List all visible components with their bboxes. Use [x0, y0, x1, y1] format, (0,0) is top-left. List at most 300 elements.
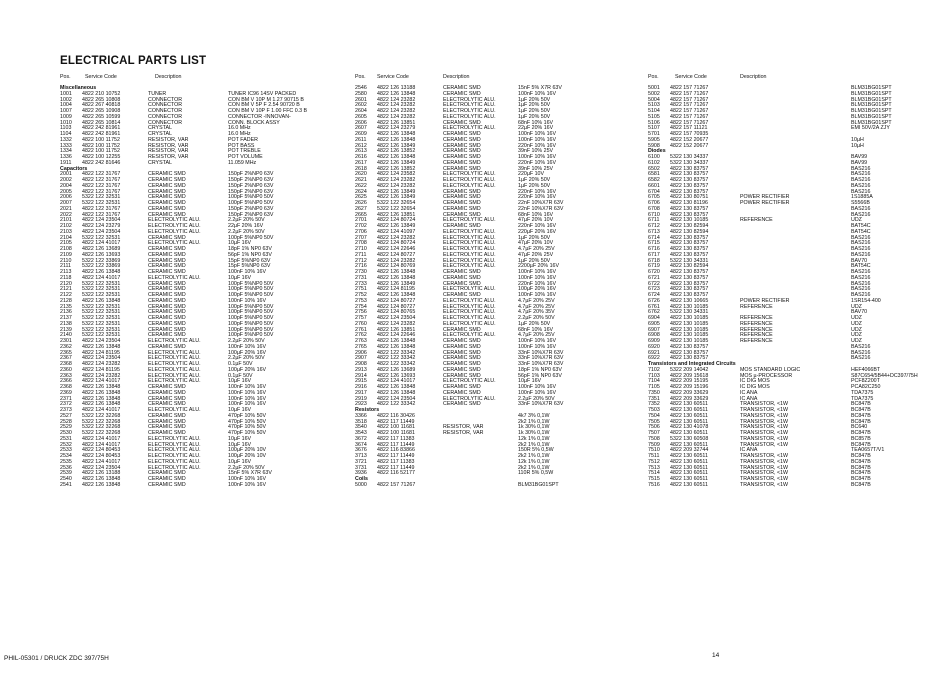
position: 2368 [60, 361, 72, 367]
position: 5104 [648, 108, 660, 114]
service-code: 4822 122 31767 [82, 188, 121, 195]
value: 100nF 10% 16V [228, 395, 266, 402]
description: TRANSISTOR, <1W [740, 470, 789, 477]
description: CERAMIC SMD [443, 119, 481, 126]
description: CERAMIC SMD [148, 234, 186, 241]
value: TEA0657T/V1 [851, 447, 885, 454]
position: 6502 [648, 165, 660, 172]
position: 2702 [355, 223, 367, 229]
value: TDA7375 [851, 389, 874, 396]
position: 1007 [60, 108, 72, 114]
service-code: 5322 122 32531 [82, 286, 121, 293]
position: 2121 [60, 286, 72, 293]
value: BAT54C [851, 223, 871, 229]
position: 2613 [355, 148, 367, 155]
position: 2005 [60, 188, 72, 195]
description: CERAMIC SMD [148, 211, 186, 218]
description: ELECTROLYTIC ALU. [443, 171, 496, 178]
description: CERAMIC SMD [443, 326, 481, 333]
position: 6905 [648, 320, 660, 327]
value: 220nF 10% 16V [518, 188, 556, 195]
position: 2620 [355, 171, 367, 178]
value: 12k 1% 0,1W [518, 458, 550, 465]
description: TRANSISTOR, <1W [740, 481, 789, 488]
value: 47µF 20% 10V [518, 240, 554, 247]
service-code: 4822 124 23282 [82, 361, 121, 367]
value: 18pF 1% NP0 63V [228, 246, 272, 252]
service-code: 4822 157 71267 [377, 481, 416, 488]
position: 2756 [355, 309, 367, 316]
service-code: 4822 126 13848 [82, 481, 121, 488]
service-code: 4822 130 10185 [670, 332, 709, 339]
position: 2530 [60, 430, 72, 436]
description: CERAMIC SMD [443, 188, 481, 195]
position: 6714 [648, 234, 660, 241]
position: 2528 [60, 418, 72, 425]
position: 2527 [60, 412, 72, 419]
position: 2546 [355, 85, 367, 91]
position: 6601 [648, 182, 660, 189]
description: ELECTROLYTIC ALU. [443, 378, 496, 385]
value: 220µF 20% 16V [518, 228, 557, 235]
value: 2.2µF 20% 50V [228, 228, 265, 235]
service-code: 4822 124 80724 [377, 240, 416, 247]
position: 2616 [355, 154, 367, 160]
value: 10µF 16V [228, 441, 252, 448]
value: 220nF 10% 16V [518, 194, 556, 201]
service-code: 4822 126 13851 [377, 119, 416, 126]
position: 7351 [648, 395, 660, 402]
position: 2529 [60, 424, 72, 431]
position: 2371 [60, 395, 72, 402]
value: BC847B [851, 458, 871, 465]
position: 7104 [648, 378, 660, 385]
value: 12k 1% 0,1W [518, 435, 550, 442]
value: BLM31BG01SPT [851, 108, 892, 114]
position: 1001 [60, 90, 72, 97]
description: TRANSISTOR, <1W [740, 401, 789, 408]
value: BLM31BG01SPT [518, 481, 559, 488]
description: CERAMIC SMD [148, 476, 186, 482]
value: 2k2 1% 0,1W [518, 453, 550, 459]
value: 16.0 MHz [228, 131, 251, 137]
position: 2707 [355, 234, 367, 241]
description: ELECTROLYTIC ALU. [148, 349, 201, 356]
service-code: 5322 122 32531 [82, 315, 121, 321]
description: ELECTROLYTIC ALU. [443, 246, 496, 252]
service-code: 4822 126 13188 [377, 85, 416, 91]
service-code: 4822 130 83757 [670, 205, 709, 212]
description: CERAMIC SMD [148, 269, 186, 275]
description: ELECTROLYTIC ALU. [443, 217, 496, 224]
header-service: Service Code [85, 74, 117, 80]
description: ELECTROLYTIC ALU. [443, 303, 496, 310]
position: 2706 [355, 228, 367, 235]
service-code: 4822 124 41017 [377, 378, 416, 385]
position: 5004 [648, 96, 660, 103]
service-code: 4822 122 33342 [377, 349, 416, 356]
value: BAS216 [851, 211, 871, 218]
service-code: 4822 126 13849 [377, 142, 416, 149]
value: CON BM V 10P M 1.27 90715 B [228, 96, 304, 103]
value: 0.1µF 50V [228, 361, 253, 367]
description: CERAMIC SMD [443, 131, 481, 137]
value: BAS216 [851, 188, 871, 195]
position: 2919 [355, 395, 367, 402]
value: 1µF 20% 50V [518, 113, 551, 120]
position: 2760 [355, 320, 367, 327]
service-code: 4822 130 60511 [670, 412, 708, 419]
value: 470pF 10% 50V [228, 418, 266, 425]
description: CERAMIC SMD [148, 263, 186, 270]
service-code: 4822 130 10185 [670, 320, 709, 327]
service-code: 4822 122 31767 [82, 171, 121, 178]
position: 7506 [648, 424, 660, 431]
description: REFERENCE [740, 303, 773, 310]
position: 2712 [355, 257, 367, 264]
service-code: 4822 152 20677 [670, 136, 709, 143]
value: 10µF 16V [518, 378, 542, 385]
description: CERAMIC SMD [443, 401, 481, 408]
description: REFERENCE [740, 217, 773, 224]
position: 2622 [355, 182, 367, 189]
value: 100µF 20% 16V [228, 349, 267, 356]
service-code: 4822 117 11449 [377, 441, 415, 448]
value: 100pF 5%NP0 50V [228, 326, 274, 333]
value: 220nF 10% 16V [518, 223, 556, 229]
value: 15nF 5% X7R 63V [518, 85, 562, 91]
value: BAS216 [851, 269, 871, 275]
service-code: 4822 130 82594 [670, 223, 709, 229]
description: ELECTROLYTIC ALU. [443, 113, 496, 120]
value: PCA82C250 [851, 384, 881, 390]
description: RESISTOR, VAR [148, 142, 189, 149]
service-code: 4822 130 83757 [670, 240, 709, 247]
service-code: 4822 126 13848 [377, 90, 416, 97]
value: BAS216 [851, 274, 871, 281]
description: TRANSISTOR, <1W [740, 430, 789, 436]
position: 5908 [648, 142, 660, 149]
value: BAS216 [851, 349, 871, 356]
description: CERAMIC SMD [148, 326, 186, 333]
value: 1S1885A [851, 194, 873, 201]
position: 5002 [648, 90, 660, 97]
position: 1333 [60, 142, 72, 149]
value: BAS216 [851, 182, 871, 189]
value: BC857B [851, 435, 871, 442]
description: MOS µ-PROCESSOR [740, 372, 793, 379]
description: CRYSTAL [148, 125, 172, 132]
service-code: 4822 126 13188 [82, 470, 121, 477]
position: 3731 [355, 464, 367, 471]
service-code: 4822 126 13848 [377, 343, 416, 350]
value: 100µF 20% 16V [518, 286, 557, 293]
position: 7105 [648, 384, 660, 390]
value: 10µH [851, 136, 864, 143]
position: 6100 [648, 154, 660, 160]
description: TRANSISTOR, <1W [740, 435, 789, 442]
service-code: 4822 126 13693 [82, 251, 121, 258]
description: CONNECTOR [148, 102, 183, 109]
value: 220nF 10% 16V [518, 159, 556, 166]
position: 6708 [648, 205, 660, 212]
position: 2135 [60, 303, 72, 310]
value: 100pF 5%NP0 50V [228, 194, 274, 201]
value: 100nF 10% 16V [518, 90, 556, 97]
service-code: 4822 126 13848 [377, 338, 416, 344]
value: BAS216 [851, 343, 871, 350]
service-code: 4822 130 60511 [670, 441, 708, 448]
description: ELECTROLYTIC ALU. [148, 372, 201, 379]
description: TRANSISTOR, <1W [740, 441, 789, 448]
header-desc: Description [740, 74, 767, 80]
position: 2916 [355, 384, 367, 390]
service-code: 4822 130 60511 [670, 476, 708, 482]
service-code: 5322 122 32268 [82, 412, 121, 419]
value: BAV99 [851, 159, 868, 166]
description: CERAMIC SMD [443, 338, 481, 344]
service-code: 4822 124 23504 [82, 217, 121, 224]
position: 6721 [648, 274, 660, 281]
position: 6710 [648, 211, 660, 218]
value: 33nF 10%X7R 63V [518, 355, 564, 362]
position: 2104 [60, 234, 72, 241]
description: IC ANA [740, 447, 758, 454]
value: 4.7µF 20% 25V [518, 303, 555, 310]
position: 2535 [60, 458, 72, 465]
service-code: 5322 122 32531 [82, 309, 121, 316]
service-code: 4822 130 82594 [670, 263, 709, 270]
service-code: 4822 126 13852 [377, 148, 416, 155]
value: BC847B [851, 470, 871, 477]
description: ELECTROLYTIC ALU. [148, 274, 201, 281]
value: UDZ [851, 332, 862, 339]
service-code: 4822 126 13689 [377, 366, 416, 373]
value: BAV70 [851, 309, 868, 316]
description: IC DIG MOS [740, 378, 770, 385]
position: 2532 [60, 441, 72, 448]
position: 2733 [355, 280, 367, 287]
value: 100pF 5%NP0 50V [228, 234, 274, 241]
value: 100nF 10% 16V [518, 389, 556, 396]
position: 2751 [355, 286, 367, 293]
service-code: 4822 124 23282 [377, 234, 416, 241]
position: 5105 [648, 113, 660, 120]
position: 1911 [60, 159, 72, 166]
value: BLM31BG01SPT [851, 113, 892, 120]
position: 5107 [648, 125, 660, 132]
service-code: 5322 122 32531 [82, 326, 121, 333]
service-code: 4822 124 41097 [377, 228, 416, 235]
service-code: 4822 130 83757 [670, 182, 709, 189]
value: 100pF 5%NP0 50V [228, 332, 274, 339]
value: BC847B [851, 430, 871, 436]
value: 2k2 1% 0,1W [518, 464, 550, 471]
value: 220nF 10% 16V [518, 280, 556, 287]
description: ELECTROLYTIC ALU. [443, 315, 496, 321]
position: 6102 [648, 159, 660, 166]
value: BC847B [851, 476, 871, 482]
value: POT BASS [228, 142, 255, 149]
service-code: 4822 126 13848 [377, 154, 416, 160]
service-code: 4822 126 13848 [377, 131, 416, 137]
value: BC847B [851, 418, 871, 425]
service-code: 4822 130 10185 [670, 303, 709, 310]
position: 2580 [355, 90, 367, 97]
position: 2108 [60, 246, 72, 252]
description: CERAMIC SMD [148, 481, 186, 488]
position: 7508 [648, 435, 660, 442]
position: 2369 [60, 389, 72, 396]
position: 2701 [355, 217, 367, 224]
service-code: 4822 265 10814 [82, 119, 121, 126]
description: ELECTROLYTIC ALU. [443, 332, 496, 339]
description: ELECTROLYTIC ALU. [443, 96, 496, 103]
position: 2006 [60, 194, 72, 201]
position: 7103 [648, 372, 660, 379]
service-code: 5322 122 32268 [82, 424, 121, 431]
value: 1SR154-400 [851, 297, 881, 304]
service-code: 4822 124 23282 [377, 102, 416, 109]
description: CERAMIC SMD [148, 401, 186, 408]
description: CERAMIC SMD [443, 343, 481, 350]
description: CONNECTOR [148, 108, 183, 114]
service-code: 4822 130 10185 [670, 315, 709, 321]
description: CRYSTAL [148, 131, 172, 137]
description: CERAMIC SMD [443, 389, 481, 396]
description: CERAMIC SMD [148, 286, 186, 293]
service-code: 4822 124 41017 [82, 458, 121, 465]
description: CERAMIC SMD [148, 292, 186, 298]
description: POWER RECTIFIER [740, 297, 790, 304]
description: CERAMIC SMD [443, 200, 481, 206]
service-code: 4822 130 81196 [670, 200, 708, 206]
position: 2605 [355, 113, 367, 120]
position: 2373 [60, 407, 72, 413]
value: BLM31BG01SPT [851, 90, 892, 97]
position: 2609 [355, 131, 367, 137]
description: CERAMIC SMD [148, 194, 186, 201]
service-code: 4822 124 80727 [377, 251, 416, 258]
service-code: 4822 122 31767 [82, 205, 121, 212]
service-code: 5322 130 60508 [670, 435, 709, 442]
service-code: 4822 126 13848 [82, 297, 121, 304]
value: BC847B [851, 481, 871, 488]
position: 2753 [355, 297, 367, 304]
service-code: 4822 157 71267 [670, 102, 709, 109]
service-code: 4822 130 60511 [670, 470, 708, 477]
position: 2366 [60, 378, 72, 385]
position: 6719 [648, 263, 660, 270]
position: 3672 [355, 435, 367, 442]
service-code: 5322 122 32531 [82, 303, 121, 310]
service-code: 4822 122 31767 [82, 177, 121, 183]
description: ELECTROLYTIC ALU. [443, 320, 496, 327]
value: BAS216 [851, 205, 871, 212]
value: 39nF 10% 25V [518, 165, 554, 172]
service-code: 4822 124 81195 [82, 366, 120, 373]
value: 10µH [851, 142, 864, 149]
description: CERAMIC SMD [443, 223, 481, 229]
position: 2007 [60, 200, 72, 206]
service-code: 4822 124 23282 [377, 96, 416, 103]
value: POT TREBLE [228, 148, 261, 155]
value: TDA7375 [851, 395, 874, 402]
value: S5566B [851, 200, 870, 206]
service-code: 4822 157 71267 [670, 96, 709, 103]
service-code: 4822 130 41078 [670, 424, 709, 431]
position: 2536 [60, 464, 72, 471]
position: 5001 [648, 85, 660, 91]
service-code: 4822 126 13852 [377, 165, 416, 172]
position: 2533 [60, 447, 72, 454]
value: 1µF 20% 50V [518, 177, 551, 183]
description: TRANSISTOR, <1W [740, 476, 789, 482]
service-code: 4822 124 80453 [82, 447, 121, 454]
service-code: 4822 124 23279 [377, 125, 416, 132]
service-code: 4822 130 83757 [670, 171, 709, 178]
service-code: 4822 124 41017 [82, 378, 121, 385]
description: TRANSISTOR, <1W [740, 458, 789, 465]
position: 2103 [60, 228, 72, 235]
description: ELECTROLYTIC ALU. [148, 435, 201, 442]
position: 2118 [60, 274, 72, 281]
position: 6908 [648, 332, 660, 339]
value: 100nF 10% 16V [518, 384, 556, 390]
value: UDZ [851, 315, 862, 321]
value: 150pF 2%NP0 63V [228, 188, 274, 195]
position: 2730 [355, 269, 367, 275]
position: 6723 [648, 286, 660, 293]
description: CERAMIC SMD [443, 211, 481, 218]
position: 2110 [60, 257, 72, 264]
description: TUNER [148, 90, 167, 97]
value: BAS216 [851, 177, 871, 183]
position: 2617 [355, 159, 367, 166]
description: REFERENCE [740, 326, 773, 333]
position: 2102 [60, 223, 72, 229]
service-code: 5322 122 32531 [82, 234, 121, 241]
value: 100nF 10% 16V [228, 481, 266, 488]
description: REFERENCE [740, 338, 773, 344]
service-code: 4822 124 80765 [377, 309, 416, 316]
page-number: 14 [712, 652, 720, 659]
service-code: 5322 122 32268 [82, 418, 121, 425]
service-code: 4822 122 33342 [377, 361, 416, 367]
position: 6907 [648, 326, 660, 333]
service-code: 4822 130 83757 [670, 286, 709, 293]
value: 100nF 10% 16V [228, 297, 266, 304]
position: 2604 [355, 108, 367, 114]
description: ELECTROLYTIC ALU. [443, 395, 496, 402]
position: 2539 [60, 470, 72, 477]
position: 2301 [60, 338, 72, 344]
position: 6762 [648, 309, 660, 316]
service-code: 5322 122 33869 [82, 257, 121, 264]
value: 100pF 5%NP0 50V [228, 315, 274, 321]
service-code: 4822 157 71267 [670, 113, 709, 120]
value: 10µF 16V [228, 274, 252, 281]
service-code: 4822 265 10908 [82, 108, 121, 114]
value: 100nF 10% 16V [518, 274, 556, 281]
position: 2606 [355, 119, 367, 126]
value: 10µF 16V [228, 458, 252, 465]
value: 56pF 1% NP0 63V [228, 251, 272, 258]
position: 7507 [648, 430, 660, 436]
position: 7102 [648, 366, 660, 373]
service-code: 4822 130 82594 [670, 228, 709, 235]
position: 6717 [648, 251, 660, 258]
